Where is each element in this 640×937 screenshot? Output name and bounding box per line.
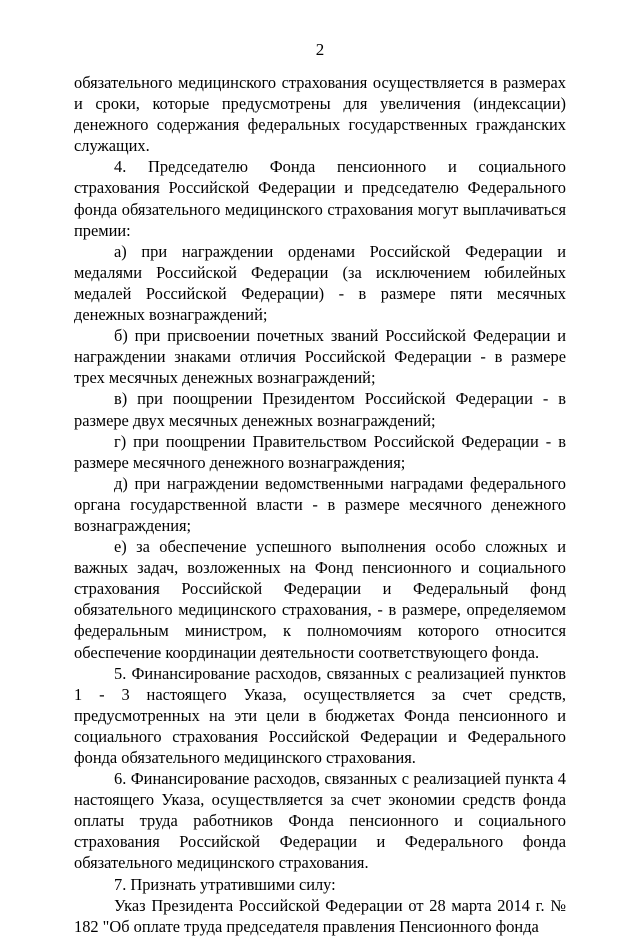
document-body <box>74 72 566 937</box>
paragraph-repealed-decree: Указ Президента Российской Федерации от 28 марта 2014 г. № 182 "Об оплате труда председателя правления Пенсионного фонда <box>74 895 566 936</box>
paragraph-subitem-b: б) при присвоении почетных званий Российской Федерации и награждении знаками отличия Российской Федерации - в размере трех месячных денежных вознаграждений; <box>74 326 566 388</box>
paragraph-item-6: 6. Финансирование расходов, связанных с реализацией пункта 4 настоящего Указа, осуществляется за счет экономии средств фонда оплаты труда работников Фонда пенсионного и социального страхования Российской Федерации и Федерального фонда обязательного медицинского страхования. <box>74 769 566 873</box>
paragraph-subitem-e: е) за обеспечение успешного выполнения особо сложных и важных задач, возложенных на Фонд пенсионного и социального страхования Российской Федерации и Федеральный фонд обязательного медицинского страхования, - в размере, определяемом федеральным министром, к полномочиям которого относится обеспечение координации деятельности соответствующего фонда. <box>74 537 566 662</box>
paragraph-item-4: 4. Председателю Фонда пенсионного и социального страхования Российской Федерации и председателю Федерального фонда обязательного медицинского страхования могут выплачиваться премии: <box>74 157 566 240</box>
paragraph-item-7: 7. Признать утратившими силу: <box>114 874 336 894</box>
paragraph-continuation: обязательного медицинского страхования осуществляется в размерах и сроки, которые предусмотрены для увеличения (индексации) денежного содержания федеральных государственных гражданских служащих. <box>74 73 566 156</box>
paragraph-subitem-v: в) при поощрении Президентом Российской Федерации - в размере двух месячных денежных вознаграждений; <box>74 389 566 430</box>
paragraph-subitem-a: а) при награждении орденами Российской Федерации и медалями Российской Федерации (за исключением юбилейных медалей Российской Федерации) - в размере пяти месячных денежных вознаграждений; <box>74 241 566 325</box>
paragraph-subitem-g: г) при поощрении Правительством Российской Федерации - в размере месячного денежного вознаграждения; <box>74 431 566 472</box>
paragraph-item-5: 5. Финансирование расходов, связанных с реализацией пунктов 1 - 3 настоящего Указа, осуществляется за счет средств, предусмотренных на эти цели в бюджетах Фонда пенсионного и социального страхования Российской Федерации и Федерального фонда обязательного медицинского страхования. <box>74 663 566 767</box>
paragraph-subitem-d: д) при награждении ведомственными наградами федерального органа государственной власти - в размере месячного денежного вознаграждения; <box>74 473 566 535</box>
page-number: 2 <box>315 40 325 59</box>
